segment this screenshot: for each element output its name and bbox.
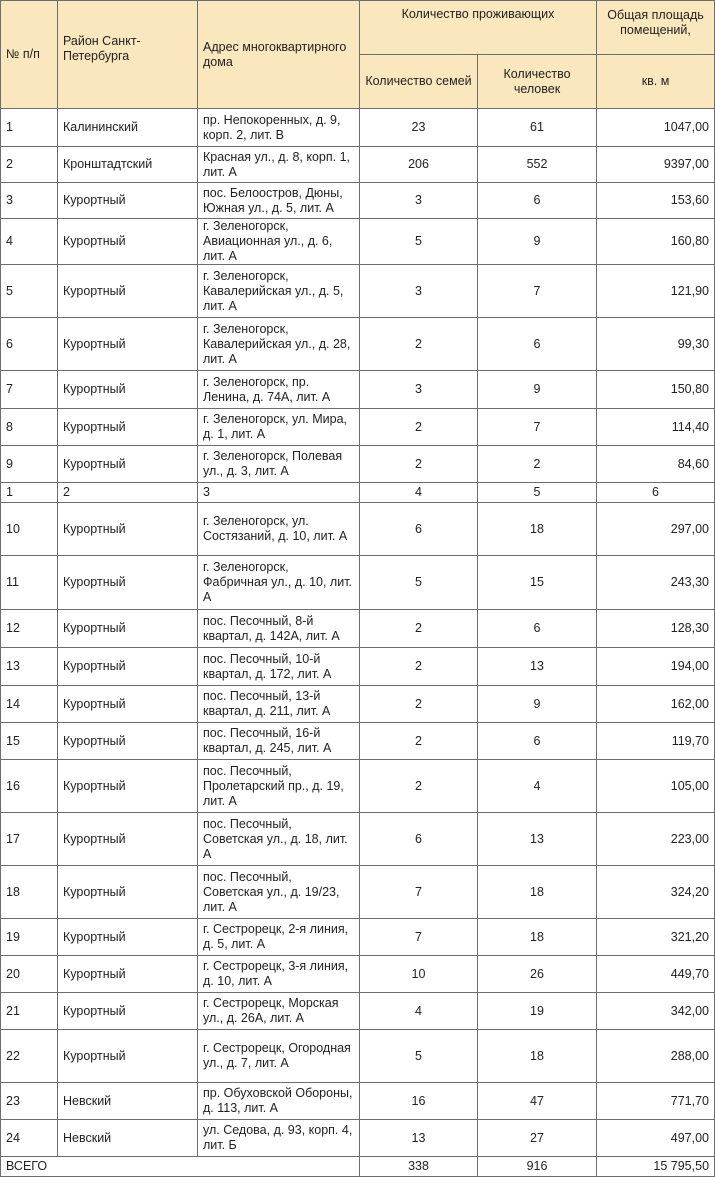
cell-n: 20 <box>1 956 58 993</box>
cell-families: 2 <box>360 318 478 371</box>
cell-families: 10 <box>360 956 478 993</box>
cell-address: пос. Песочный, 8-й квартал, д. 142А, лит. А <box>198 610 360 648</box>
cell-address: г. Зеленогорск, пр. Ленина, д. 74А, лит. А <box>198 371 360 409</box>
cell-families: 5 <box>360 556 478 610</box>
table-row <box>1 1120 715 1157</box>
table-row <box>1 219 715 265</box>
cell-n: 10 <box>1 503 58 556</box>
cell-district: Калининский <box>58 109 198 147</box>
cell-area: 297,00 <box>597 503 715 556</box>
cell-people: 552 <box>478 147 597 183</box>
cell-district: Курортный <box>58 866 198 919</box>
table-row <box>1 265 715 318</box>
cell-people: 27 <box>478 1120 597 1157</box>
cell-families: 2 <box>360 409 478 446</box>
cell-families: 23 <box>360 109 478 147</box>
table-row <box>1 648 715 686</box>
cell-district: 2 <box>58 483 198 503</box>
cell-district: Курортный <box>58 956 198 993</box>
cell-area: 162,00 <box>597 686 715 723</box>
cell-people: 6 <box>478 610 597 648</box>
table-row <box>1 183 715 219</box>
header-area-unit: кв. м <box>597 55 715 109</box>
cell-people: 4 <box>478 760 597 813</box>
cell-n: 21 <box>1 993 58 1030</box>
cell-district: Курортный <box>58 760 198 813</box>
cell-district: Невский <box>58 1120 198 1157</box>
cell-n: 22 <box>1 1030 58 1083</box>
cell-district: Курортный <box>58 610 198 648</box>
table-row <box>1 1030 715 1083</box>
table-row <box>1 409 715 446</box>
table-row <box>1 503 715 556</box>
cell-families: 16 <box>360 1083 478 1120</box>
cell-n: 9 <box>1 446 58 483</box>
cell-district: Курортный <box>58 446 198 483</box>
cell-families: 2 <box>360 648 478 686</box>
cell-families: 2 <box>360 723 478 760</box>
cell-area: 99,30 <box>597 318 715 371</box>
cell-area: 243,30 <box>597 556 715 610</box>
cell-people: 18 <box>478 1030 597 1083</box>
table-row <box>1 866 715 919</box>
cell-families: 206 <box>360 147 478 183</box>
cell-district: Курортный <box>58 371 198 409</box>
cell-people: 2 <box>478 446 597 483</box>
table-row <box>1 686 715 723</box>
cell-n: 15 <box>1 723 58 760</box>
cell-district: Курортный <box>58 723 198 760</box>
cell-address: пос. Белоостров, Дюны, Южная ул., д. 5, лит. А <box>198 183 360 219</box>
cell-district: Курортный <box>58 318 198 371</box>
cell-district: Курортный <box>58 993 198 1030</box>
table-row <box>1 371 715 409</box>
cell-people: 18 <box>478 866 597 919</box>
cell-people: 18 <box>478 919 597 956</box>
cell-address: пос. Песочный, 16-й квартал, д. 245, лит. А <box>198 723 360 760</box>
cell-n: 11 <box>1 556 58 610</box>
cell-address: г. Зеленогорск, ул. Состязаний, д. 10, лит. А <box>198 503 360 556</box>
cell-area: 1047,00 <box>597 109 715 147</box>
cell-district: Курортный <box>58 183 198 219</box>
header-residents: Количество проживающих <box>360 1 597 55</box>
cell-n: 4 <box>1 219 58 265</box>
cell-area: 128,30 <box>597 610 715 648</box>
cell-n: 1 <box>1 109 58 147</box>
cell-address: г. Зеленогорск, Авиационная ул., д. 6, лит. А <box>198 219 360 265</box>
cell-people: 9 <box>478 686 597 723</box>
cell-district: Курортный <box>58 409 198 446</box>
cell-people: 5 <box>478 483 597 503</box>
cell-people: 19 <box>478 993 597 1030</box>
cell-address: пр. Непокоренных, д. 9, корп. 2, лит. В <box>198 109 360 147</box>
cell-area: 114,40 <box>597 409 715 446</box>
cell-families: 6 <box>360 503 478 556</box>
cell-area: 119,70 <box>597 723 715 760</box>
table-header <box>1 1 715 109</box>
cell-n: 23 <box>1 1083 58 1120</box>
cell-n: 16 <box>1 760 58 813</box>
table-row <box>1 760 715 813</box>
cell-n: 3 <box>1 183 58 219</box>
cell-address: пос. Песочный, 10-й квартал, д. 172, лит. А <box>198 648 360 686</box>
cell-address: г. Зеленогорск, Фабричная ул., д. 10, лит. А <box>198 556 360 610</box>
cell-families: 2 <box>360 686 478 723</box>
cell-people: 6 <box>478 723 597 760</box>
total-families: 338 <box>360 1157 478 1177</box>
cell-families: 3 <box>360 265 478 318</box>
cell-families: 2 <box>360 760 478 813</box>
cell-n: 2 <box>1 147 58 183</box>
cell-people: 9 <box>478 371 597 409</box>
table-row <box>1 1083 715 1120</box>
cell-district: Курортный <box>58 265 198 318</box>
cell-n: 1 <box>1 483 58 503</box>
cell-district: Курортный <box>58 1030 198 1083</box>
table-row <box>1 610 715 648</box>
cell-n: 6 <box>1 318 58 371</box>
cell-n: 13 <box>1 648 58 686</box>
cell-address: г. Сестрорецк, Морская ул., д. 26А, лит. А <box>198 993 360 1030</box>
cell-address: пр. Обуховской Обороны, д. 113, лит. А <box>198 1083 360 1120</box>
cell-address: пос. Песочный, Пролетарский пр., д. 19, лит. А <box>198 760 360 813</box>
cell-area: 288,00 <box>597 1030 715 1083</box>
cell-area: 223,00 <box>597 813 715 866</box>
cell-n: 24 <box>1 1120 58 1157</box>
cell-n: 17 <box>1 813 58 866</box>
total-row <box>1 1157 715 1177</box>
cell-area: 121,90 <box>597 265 715 318</box>
table-row <box>1 993 715 1030</box>
table-row <box>1 318 715 371</box>
table-row <box>1 813 715 866</box>
header-people: Количество человек <box>478 55 597 109</box>
total-label: ВСЕГО <box>1 1157 360 1177</box>
cell-people: 26 <box>478 956 597 993</box>
cell-address: г. Сестрорецк, 3-я линия, д. 10, лит. А <box>198 956 360 993</box>
cell-n: 12 <box>1 610 58 648</box>
cell-address: г. Зеленогорск, Полевая ул., д. 3, лит. А <box>198 446 360 483</box>
cell-district: Кронштадтский <box>58 147 198 183</box>
cell-address: пос. Песочный, Советская ул., д. 18, лит. А <box>198 813 360 866</box>
header-address: Адрес многоквартирного дома <box>198 1 360 109</box>
cell-families: 2 <box>360 610 478 648</box>
cell-area: 324,20 <box>597 866 715 919</box>
cell-area: 497,00 <box>597 1120 715 1157</box>
cell-people: 18 <box>478 503 597 556</box>
cell-n: 14 <box>1 686 58 723</box>
cell-families: 5 <box>360 1030 478 1083</box>
cell-people: 13 <box>478 648 597 686</box>
cell-families: 5 <box>360 219 478 265</box>
cell-area: 342,00 <box>597 993 715 1030</box>
cell-n: 19 <box>1 919 58 956</box>
cell-families: 13 <box>360 1120 478 1157</box>
cell-families: 3 <box>360 183 478 219</box>
table-row <box>1 956 715 993</box>
cell-district: Курортный <box>58 686 198 723</box>
cell-address: ул. Седова, д. 93, корп. 4, лит. Б <box>198 1120 360 1157</box>
cell-n: 18 <box>1 866 58 919</box>
cell-area: 194,00 <box>597 648 715 686</box>
header-families: Количество семей <box>360 55 478 109</box>
cell-address: г. Зеленогорск, ул. Мира, д. 1, лит. А <box>198 409 360 446</box>
table-body <box>1 109 715 1157</box>
table-row <box>1 723 715 760</box>
cell-people: 9 <box>478 219 597 265</box>
cell-people: 6 <box>478 318 597 371</box>
table-row <box>1 556 715 610</box>
cell-address: Красная ул., д. 8, корп. 1, лит. А <box>198 147 360 183</box>
header-area: Общая площадь помещений, <box>597 1 715 55</box>
cell-families: 2 <box>360 446 478 483</box>
cell-n: 5 <box>1 265 58 318</box>
cell-families: 4 <box>360 993 478 1030</box>
cell-address: пос. Песочный, 13-й квартал, д. 211, лит. А <box>198 686 360 723</box>
cell-families: 6 <box>360 813 478 866</box>
cell-district: Невский <box>58 1083 198 1120</box>
cell-families: 7 <box>360 919 478 956</box>
cell-families: 4 <box>360 483 478 503</box>
cell-people: 7 <box>478 409 597 446</box>
cell-district: Курортный <box>58 503 198 556</box>
cell-area: 9397,00 <box>597 147 715 183</box>
cell-people: 47 <box>478 1083 597 1120</box>
cell-area: 153,60 <box>597 183 715 219</box>
cell-people: 6 <box>478 183 597 219</box>
cell-area: 321,20 <box>597 919 715 956</box>
table-row <box>1 919 715 956</box>
table-row <box>1 147 715 183</box>
table-row <box>1 446 715 483</box>
cell-district: Курортный <box>58 219 198 265</box>
cell-people: 13 <box>478 813 597 866</box>
cell-district: Курортный <box>58 556 198 610</box>
cell-n: 8 <box>1 409 58 446</box>
cell-address: г. Сестрорецк, 2-я линия, д. 5, лит. А <box>198 919 360 956</box>
cell-district: Курортный <box>58 813 198 866</box>
cell-district: Курортный <box>58 648 198 686</box>
header-num: № п/п <box>1 1 58 109</box>
cell-address: г. Зеленогорск, Кавалерийская ул., д. 28, лит. А <box>198 318 360 371</box>
table-row <box>1 109 715 147</box>
total-area: 15 795,50 <box>597 1157 715 1177</box>
cell-area: 150,80 <box>597 371 715 409</box>
cell-address: г. Зеленогорск, Кавалерийская ул., д. 5, лит. А <box>198 265 360 318</box>
cell-families: 3 <box>360 371 478 409</box>
cell-families: 7 <box>360 866 478 919</box>
cell-address: г. Сестрорецк, Огородная ул., д. 7, лит. А <box>198 1030 360 1083</box>
cell-area: 105,00 <box>597 760 715 813</box>
cell-area: 160,80 <box>597 219 715 265</box>
header-district: Район Санкт-Петербурга <box>58 1 198 109</box>
table-row <box>1 483 715 503</box>
total-people: 916 <box>478 1157 597 1177</box>
cell-address: пос. Песочный, Советская ул., д. 19/23, лит. А <box>198 866 360 919</box>
cell-people: 7 <box>478 265 597 318</box>
cell-area: 6 <box>597 483 715 503</box>
cell-area: 771,70 <box>597 1083 715 1120</box>
cell-people: 61 <box>478 109 597 147</box>
cell-address: 3 <box>198 483 360 503</box>
cell-area: 84,60 <box>597 446 715 483</box>
cell-district: Курортный <box>58 919 198 956</box>
cell-area: 449,70 <box>597 956 715 993</box>
cell-people: 15 <box>478 556 597 610</box>
cell-n: 7 <box>1 371 58 409</box>
